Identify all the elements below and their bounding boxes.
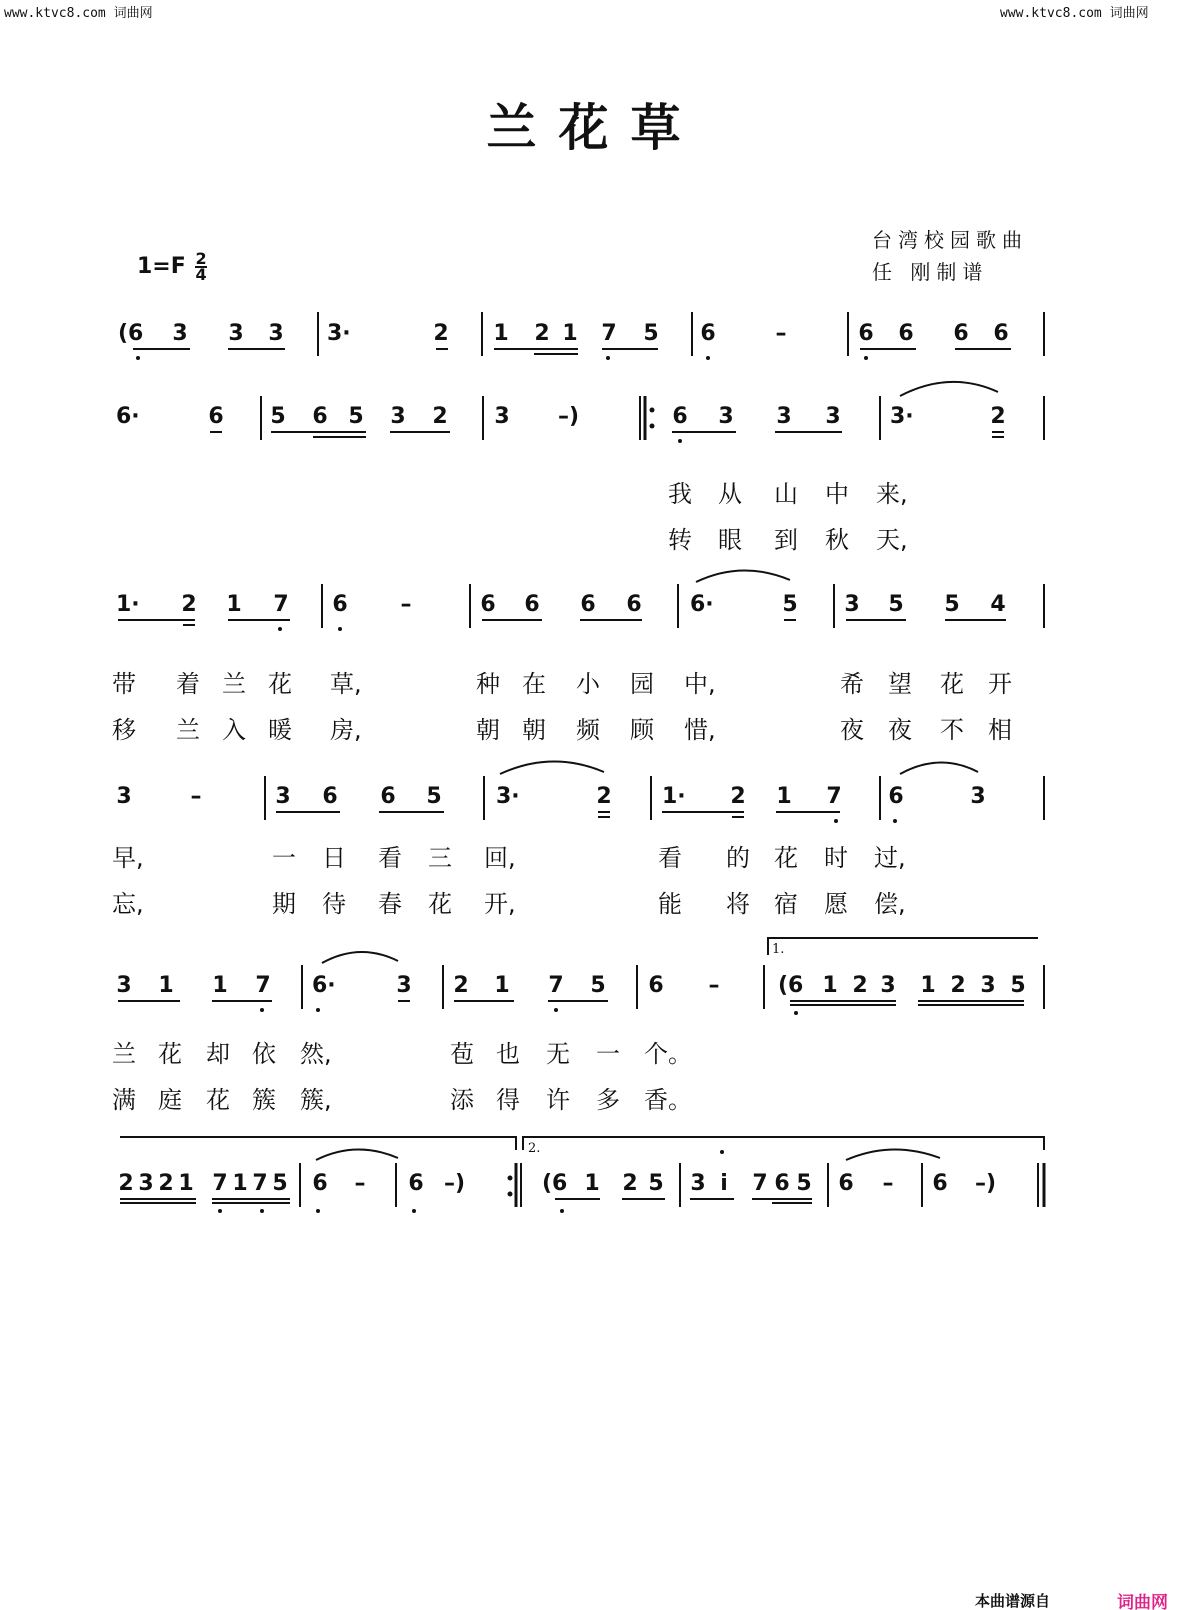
lyric: 却 [206,1040,230,1068]
note: 1 [158,973,174,998]
note: 3 [494,404,510,429]
lyric: 朝 [522,716,546,744]
note: 6 [672,404,688,429]
lyric: 希 [840,670,864,698]
lyric: 夜 [840,716,864,744]
lyric: 中, [684,670,716,698]
note: 3· [327,321,351,346]
note: 2 [596,784,612,809]
note: 6· [116,404,140,429]
lyric: 期 [272,890,296,918]
note: 1 [562,321,578,346]
lyric: 许 [546,1086,570,1114]
note: 2 [453,973,469,998]
note: – [882,1171,894,1196]
note: 2 [990,404,1006,429]
note: 1 [776,784,792,809]
lyric: 庭 [158,1086,182,1114]
lyric: 转 [668,526,692,554]
lyric: 忘, [112,890,144,918]
note: 7 [212,1171,228,1196]
note: 3 [690,1171,706,1196]
note: 3· [890,404,914,429]
lyric: 从 [718,480,742,508]
note: 6 [953,321,969,346]
note: – [708,973,720,998]
lyric: 花 [774,844,798,872]
lyric: 簇, [300,1086,332,1114]
lyric: 小 [576,670,600,698]
note: 2 [433,321,449,346]
note: 6 [858,321,874,346]
note: (6 [542,1171,568,1196]
note: 5 [643,321,659,346]
note: 5 [648,1171,664,1196]
lyric: 簇 [252,1086,276,1114]
note: 2 [181,592,197,617]
note: 2 [534,321,550,346]
lyric: 一 [596,1040,620,1068]
note: 6 [838,1171,854,1196]
note: 1 [494,973,510,998]
note: 2 [158,1171,174,1196]
lyric: 兰 [112,1040,136,1068]
lyric: 带 [112,670,136,698]
note: 3 [880,973,896,998]
note: 7 [752,1171,768,1196]
lyric: 到 [774,526,798,554]
lyric: 无 [546,1040,570,1068]
note: 1· [116,592,140,617]
note: 7 [273,592,289,617]
lyric: 得 [496,1086,520,1114]
lyric: 夜 [888,716,912,744]
lyric: 苞 [450,1040,474,1068]
lyric: 过, [874,844,906,872]
note: –) [558,404,580,429]
lyric: 个。 [644,1040,692,1068]
lyric: 草, [330,670,362,698]
note: 1 [232,1171,248,1196]
note: 7 [252,1171,268,1196]
note: 6 [332,592,348,617]
note: 6· [690,592,714,617]
note: 2 [432,404,448,429]
lyric: 中 [825,480,849,508]
lyric: 频 [576,716,600,744]
note: 7 [826,784,842,809]
volta-1-label: 1. [772,942,785,957]
note: 1 [920,973,936,998]
note: 5 [590,973,606,998]
lyric: 花 [158,1040,182,1068]
lyric: 花 [268,670,292,698]
lyric: 花 [206,1086,230,1114]
note: 3 [980,973,996,998]
lyric: 待 [322,890,346,918]
note: –) [444,1171,466,1196]
lyric: 朝 [476,716,500,744]
lyric: 三 [428,844,452,872]
site-logo[interactable]: 词曲网 [1117,1593,1168,1610]
note: – [775,321,787,346]
lyric: 看 [378,844,402,872]
note: 6 [480,592,496,617]
lyric: 将 [726,890,750,918]
site-watermark-left: www.ktvc8.com 词曲网 [4,6,153,21]
lyric: 看 [658,844,682,872]
song-origin: 台湾校园歌曲 [872,228,1028,252]
lyric: 我 [668,480,692,508]
lyric: 眼 [718,526,742,554]
lyric: 一 [272,844,296,872]
note: 5 [796,1171,812,1196]
note: 6 [322,784,338,809]
lyric: 然, [300,1040,332,1068]
note: i [720,1171,728,1196]
note: – [400,592,412,617]
note: 3 [268,321,284,346]
note: 1 [493,321,509,346]
lyric: 在 [522,670,546,698]
note: 3 [138,1171,154,1196]
time-signature-bottom: 4 [195,265,207,284]
lyric: 种 [476,670,500,698]
lyric: 山 [774,480,798,508]
lyric: 花 [940,670,964,698]
note: 6 [408,1171,424,1196]
lyric: 兰 [176,716,200,744]
lyric: 花 [428,890,452,918]
volta-2-label: 2. [528,1141,541,1156]
note: 6 [993,321,1009,346]
note: 5 [270,404,286,429]
note: 3 [275,784,291,809]
lyric: 春 [378,890,402,918]
note: (6 [778,973,804,998]
note: 3· [496,784,520,809]
note: 3 [228,321,244,346]
lyric: 回, [484,844,516,872]
note: 5 [944,592,960,617]
note: (6 [118,321,144,346]
note: –) [975,1171,997,1196]
note: 2 [730,784,746,809]
lyric: 园 [630,670,654,698]
note: 6 [700,321,716,346]
note: 1 [226,592,242,617]
note: 3 [844,592,860,617]
song-title: 兰花草 [486,98,703,157]
note: 7 [255,973,271,998]
note: 5 [348,404,364,429]
note: 2 [950,973,966,998]
note: 7 [548,973,564,998]
key-label: 1=F [137,254,186,279]
note: 3 [116,973,132,998]
note: 3 [390,404,406,429]
note: 6· [312,973,336,998]
lyric: 依 [252,1040,276,1068]
lyric: 能 [658,890,682,918]
lyric: 相 [988,716,1012,744]
site-watermark-right: www.ktvc8.com 词曲网 [1000,6,1149,21]
note: 7 [601,321,617,346]
lyric: 开, [484,890,516,918]
note: 3 [116,784,132,809]
note: 6 [648,973,664,998]
note: 6 [580,592,596,617]
lyric: 秋 [825,526,849,554]
note: 6 [524,592,540,617]
arranger-credit: 任 刚制谱 [872,260,989,284]
lyric: 的 [726,844,750,872]
lyric: 望 [888,670,912,698]
note: 5 [782,592,798,617]
note: 2 [118,1171,134,1196]
slur [900,382,998,396]
note: 3 [718,404,734,429]
lyric: 来, [876,480,908,508]
time-signature-top: 2 [195,249,207,268]
note: 6 [208,404,224,429]
lyric: 日 [322,844,346,872]
lyric: 房, [330,716,362,744]
lyric: 兰 [222,670,246,698]
lyric: 时 [824,844,848,872]
note: 5 [888,592,904,617]
note: 6 [898,321,914,346]
lyric: 天, [876,526,908,554]
note: 1 [584,1171,600,1196]
lyric: 香。 [644,1086,692,1114]
note: 1· [662,784,686,809]
lyric: 开 [988,670,1012,698]
note: – [190,784,202,809]
note: 6 [380,784,396,809]
note: 6 [312,1171,328,1196]
note: 3 [825,404,841,429]
lyric: 愿 [824,890,848,918]
lyric: 满 [112,1086,136,1114]
note: 1 [212,973,228,998]
lyric: 顾 [630,716,654,744]
lyric: 移 [112,716,136,744]
lyric: 早, [112,844,144,872]
lyric: 不 [940,716,964,744]
lyric: 入 [222,716,246,744]
note: 3 [396,973,412,998]
note: 2 [622,1171,638,1196]
note: 3 [172,321,188,346]
note: 6 [932,1171,948,1196]
note: 5 [426,784,442,809]
lyric: 多 [596,1086,620,1114]
note: 1 [178,1171,194,1196]
note: 2 [852,973,868,998]
lyric: 添 [450,1086,474,1114]
lyric: 着 [176,670,200,698]
lyric: 偿, [874,890,906,918]
source-caption: 本曲谱源自 [975,1592,1051,1610]
note: 5 [272,1171,288,1196]
note: 6 [888,784,904,809]
lyric: 宿 [774,890,798,918]
note: 6 [626,592,642,617]
note: 6 [312,404,328,429]
lyric: 惜, [684,716,716,744]
note: 5 [1010,973,1026,998]
note: – [354,1171,366,1196]
lyric: 也 [496,1040,520,1068]
note: 4 [990,592,1006,617]
lyric: 暖 [268,716,292,744]
note: 6 [774,1171,790,1196]
note: 3 [970,784,986,809]
note: 3 [776,404,792,429]
note: 1 [822,973,838,998]
